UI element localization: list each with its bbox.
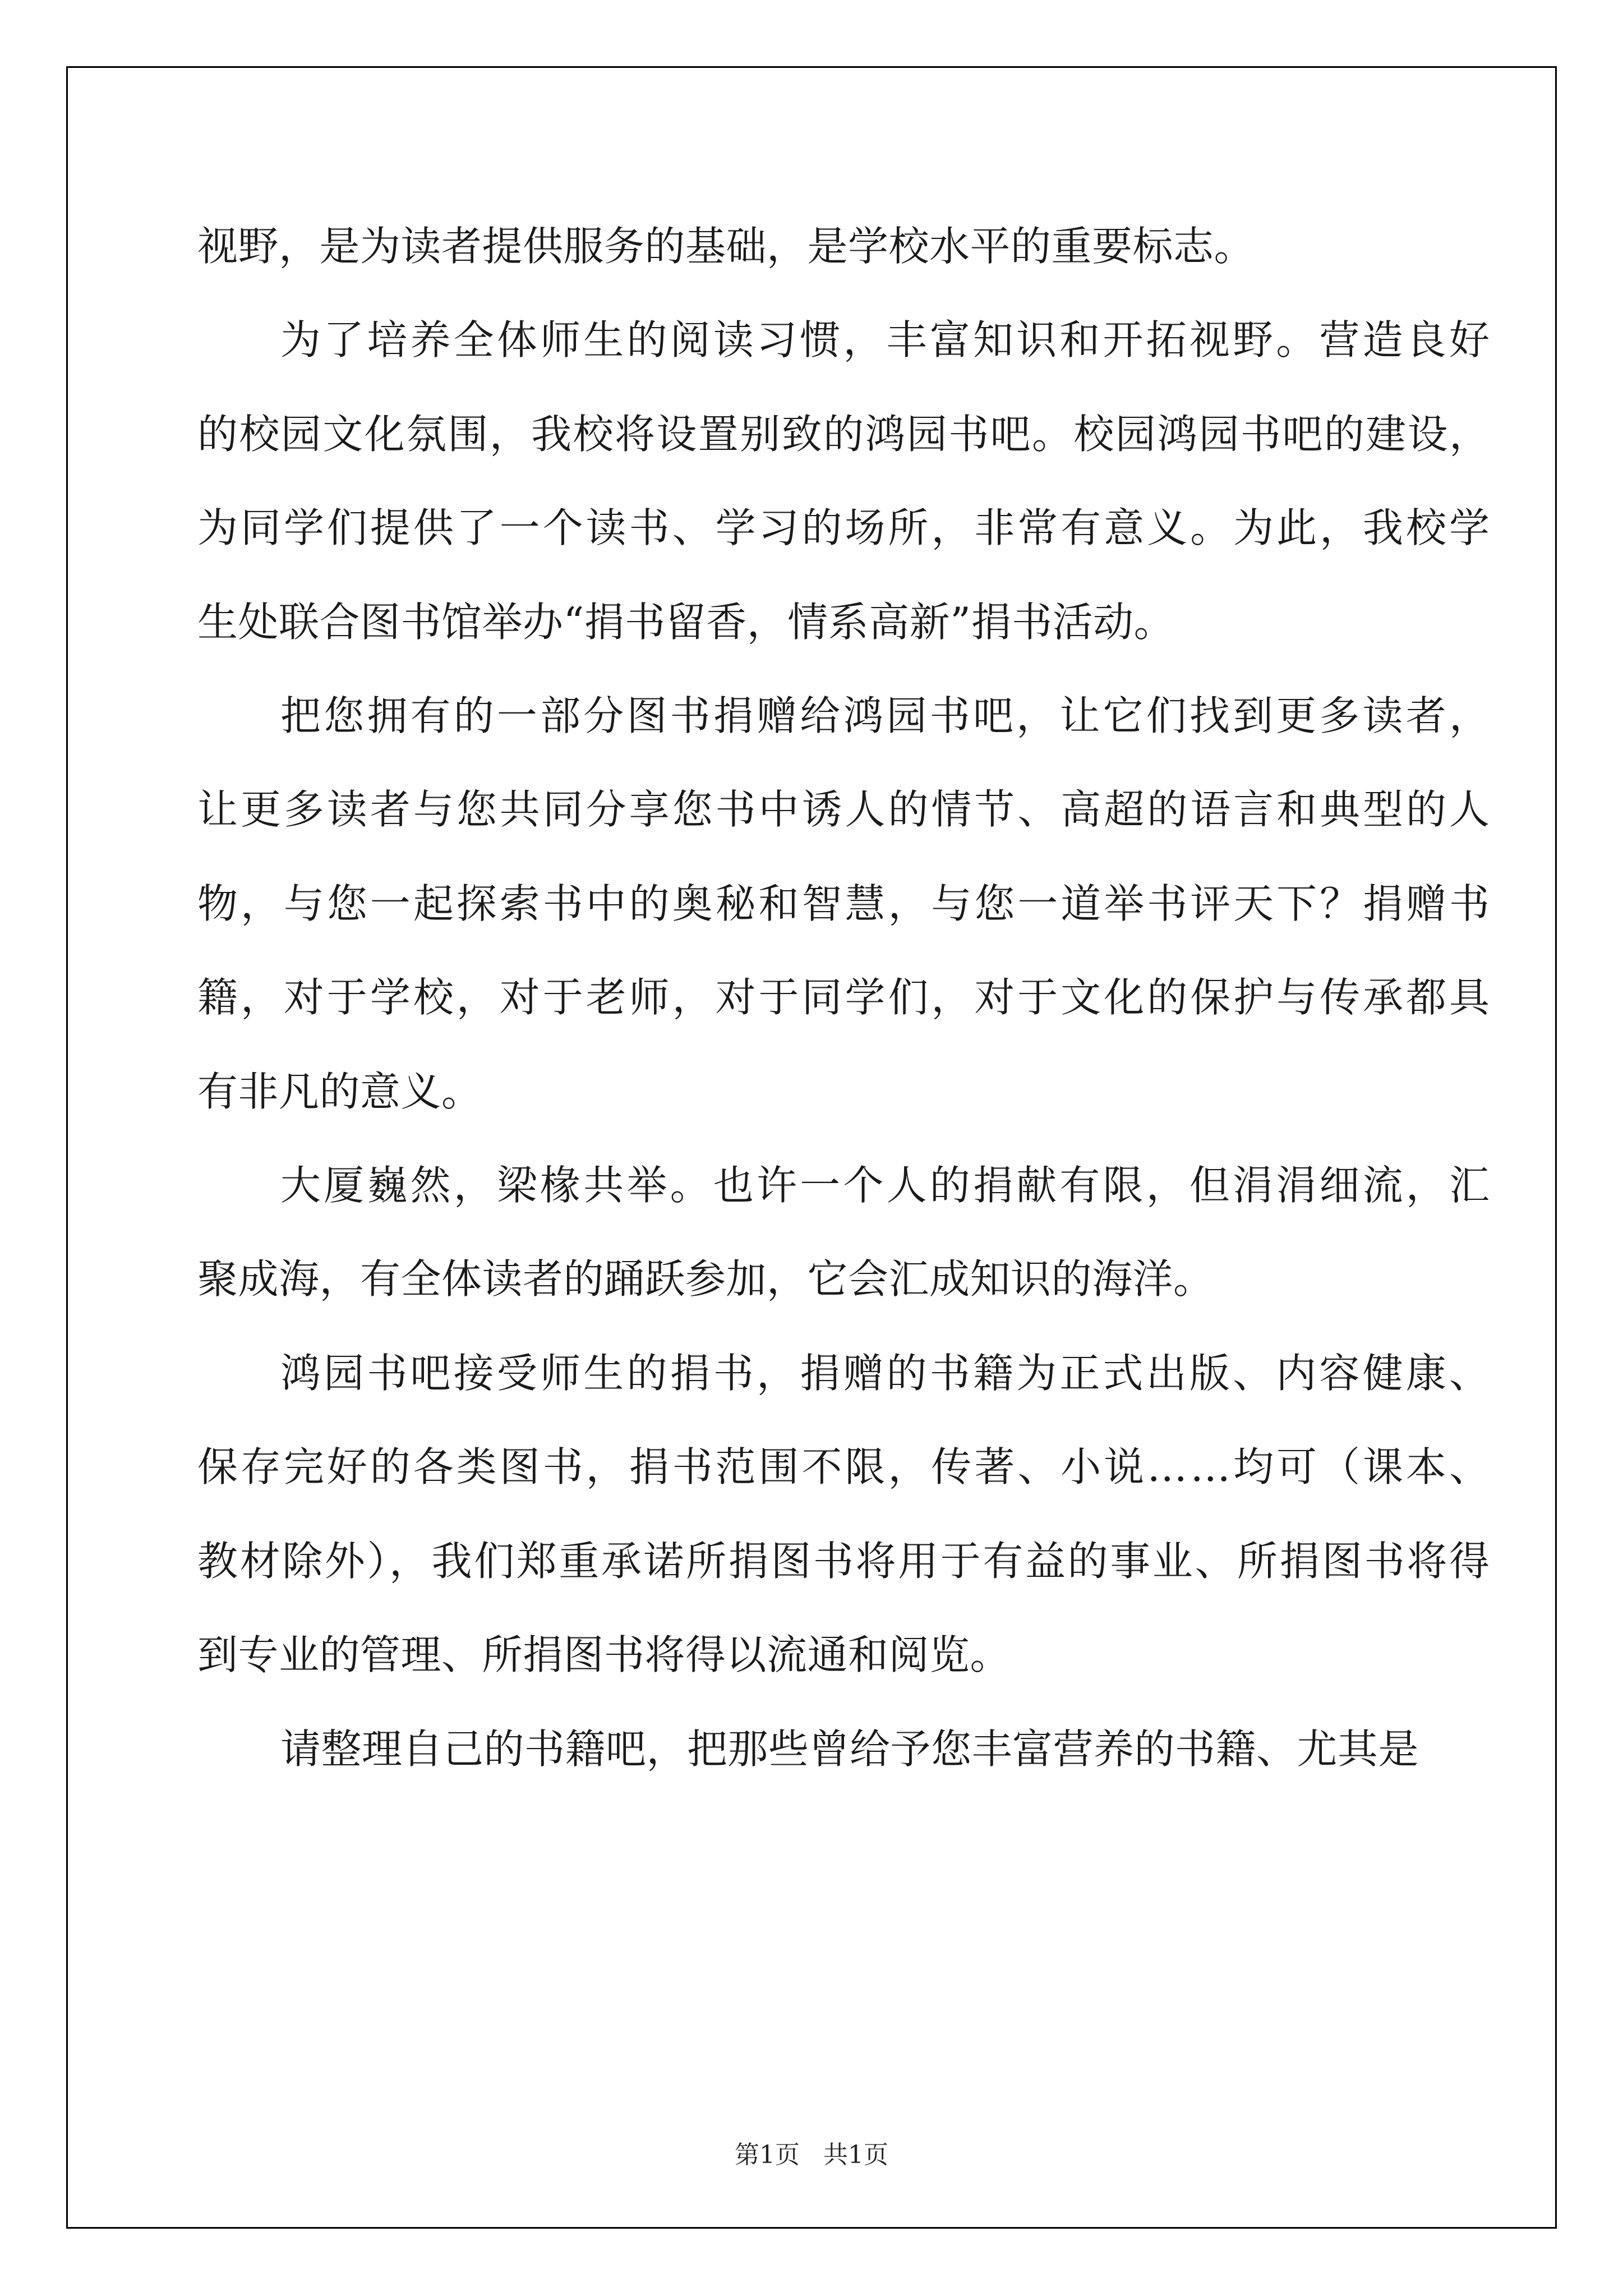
text-line: 籍，对于学校，对于老师，对于同学们，对于文化的保护与传承都具 <box>197 974 1492 1022</box>
text-line: 鸿园书吧接受师生的捐书，捐赠的书籍为正式出版、内容健康、 <box>280 1349 1493 1397</box>
text-line: 物，与您一起探索书中的奥秘和智慧，与您一道举书评天下？捐赠书 <box>197 880 1492 927</box>
paragraph-1 <box>197 200 1490 293</box>
paragraph-5 <box>197 1327 1493 1703</box>
text-line: 让更多读者与您共同分享您书中诱人的情节、高超的语言和典型的人 <box>197 786 1492 834</box>
text-line: 为同学们提供了一个读书、学习的场所，非常有意义。为此，我校学 <box>197 504 1492 552</box>
paragraph-2 <box>197 293 1493 669</box>
paragraph-3 <box>197 669 1493 1139</box>
paragraph-6 <box>197 1703 1490 1796</box>
text-line: 视野，是为读者提供服务的基础，是学校水平的重要标志。 <box>197 223 1255 270</box>
text-line: 把您拥有的一部分图书捐赠给鸿园书吧，让它们找到更多读者， <box>280 692 1493 740</box>
text-line: 请整理自己的书籍吧，把那些曾给予您丰富营养的书籍、尤其是 <box>280 1725 1419 1773</box>
text-line: 教材除外），我们郑重承诺所捐图书将用于有益的事业、所捐图书将得 <box>197 1537 1492 1585</box>
text-line: 为了培养全体师生的阅读习惯，丰富知识和开拓视野。营造良好 <box>280 316 1493 364</box>
text-line: 保存完好的各类图书，捐书范围不限，传著、小说……均可（课本、 <box>197 1443 1492 1491</box>
page-total: 共1页 <box>823 2141 888 2169</box>
document-body <box>197 200 1493 1796</box>
text-line: 到专业的管理、所捐图书将得以流通和阅览。 <box>197 1631 1011 1679</box>
page-footer <box>0 2134 1623 2170</box>
text-line: 有非凡的意义。 <box>197 1068 482 1115</box>
text-line: 聚成海，有全体读者的踊跃参加，它会汇成知识的海洋。 <box>197 1255 1214 1303</box>
text-line: 的校园文化氛围，我校将设置别致的鸿园书吧。校园鸿园书吧的建设， <box>197 410 1491 458</box>
text-line: 生处联合图书馆举办“捐书留香，情系高新”捐书活动。 <box>197 598 1175 646</box>
text-line: 大厦巍然，梁椽共举。也许一个人的捐献有限，但涓涓细流，汇 <box>280 1162 1493 1209</box>
paragraph-4 <box>197 1139 1493 1327</box>
page-number: 第1页 <box>735 2141 800 2169</box>
